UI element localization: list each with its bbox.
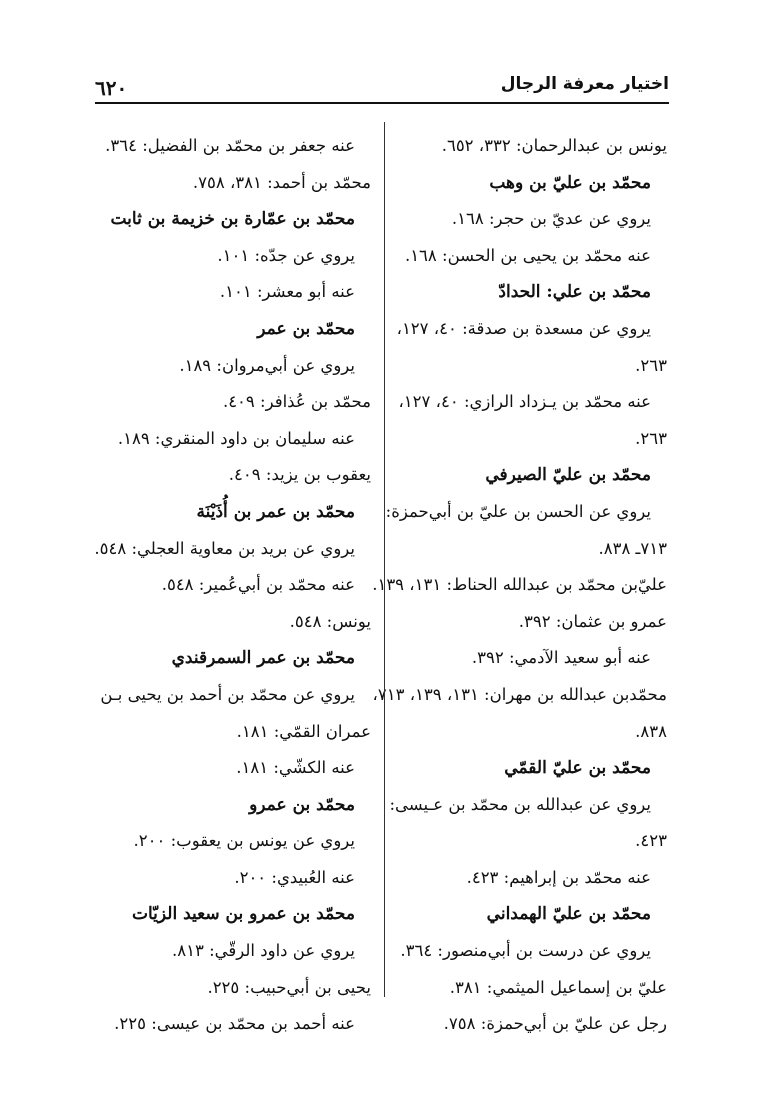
entry-line: عنه محمّد بن يـزداد الرازي: ٤٠، ١٢٧، [398,392,651,412]
entry-line: يروي عن محمّد بن أحمد بن يحيى بـن [100,684,355,704]
entry-heading: محمّد بن عليّ بن وهب [489,172,651,193]
running-title: اختيار معرفة الرجال [500,74,669,94]
entry-line: عنه محمّد بن يحيى بن الحسن: ١٦٨. [404,245,651,265]
entry-line: يروي عن الحسن بن عليّ بن أبي‌حمزة: [385,501,651,521]
entry-line: عنه محمّد بن إبراهيم: ٤٢٣. [466,867,651,887]
entry-line: يروي عن بريد بن معاوية العجلي: ٥٤٨. [94,538,355,558]
header-rule [95,102,669,104]
entry-heading: محمّد بن عليّ الهمداني [486,904,651,925]
entry-line: محمّد بن عُذافر: ٤٠٩. [222,392,371,412]
entry-line: يروي عن جدّه: ١٠١. [217,245,355,265]
entry-line: يروي عن عبدالله بن محمّد بن عـيسى: [389,794,651,814]
entry-line: عليّ‌بن محمّد بن عبدالله الحناط: ١٣١، ١٣٩. [372,575,667,595]
entry-heading: محمّد بن عمّارة بن خزيمة بن ثابت [110,209,355,230]
entry-heading: محمّد بن عليّ الصيرفي [485,465,651,486]
entry-heading: محمّد بن عمرو بن سعيد الزيّات [131,904,355,925]
entry-heading: محمّد بن عمر السمرقندي [171,648,355,669]
entry-line: يروي عن داود الرقّي: ٨١٣. [172,941,355,961]
entry-line: عمرو بن عثمان: ٣٩٢. [518,611,667,631]
entry-heading: محمّد بن علي: الحدادّ [498,282,651,303]
entry-line: ٧١٣ـ ٨٣٨. [598,538,667,558]
entry-line: يونس: ٥٤٨. [289,611,371,631]
left-column [93,128,371,1043]
entry-line: عنه الكشّي: ١٨١. [236,758,355,778]
entry-heading: محمّد بن عمرو [249,794,355,815]
entry-line: ٤٢٣. [635,831,667,851]
entry-line: يروي عن يونس بن يعقوب: ٢٠٠. [133,831,355,851]
entry-line: يونس بن عبدالرحمان: ٣٣٢، ٦٥٢. [441,136,667,155]
entry-line: ٢٦٣. [635,355,667,375]
entry-line: عنه أبو سعيد الآدمي: ٣٩٢. [471,648,651,668]
entry-line: رجل عن عليّ بن أبي‌حمزة: ٧٥٨. [443,1014,667,1034]
entry-line: يروي عن أبي‌مروان: ١٨٩. [179,355,355,375]
entry-line: يحيى بن أبي‌حبيب: ٢٢٥. [207,977,371,997]
entry-heading: محمّد بن عمر بن أُذَيْنَة [196,501,355,522]
entry-line: ٢٦٣. [635,428,667,448]
entry-line: عنه سليمان بن داود المنقري: ١٨٩. [117,428,355,448]
entry-line: عنه أبو معشر: ١٠١. [219,282,355,302]
right-column [372,128,667,1043]
entry-heading: محمّد بن عليّ القمّي [504,758,651,779]
entry-line: عنه محمّد بن أبي‌عُمير: ٥٤٨. [161,575,355,595]
entry-line: عنه جعفر بن محمّد بن الفضيل: ٣٦٤. [105,136,355,155]
entry-line: يروي عن عديّ بن حجر: ١٦٨. [451,209,651,229]
entry-line: عليّ بن إسماعيل الميثمي: ٣٨١. [449,977,667,997]
column-divider [384,122,385,997]
page-header [95,72,669,102]
entry-line: ٨٣٨. [635,721,667,741]
entry-line: عمران القمّي: ١٨١. [236,721,371,741]
entry-line: محمّد بن أحمد: ٣٨١، ٧٥٨. [192,172,371,192]
entry-heading: محمّد بن عمر [257,318,355,339]
entry-line: يروي عن مسعدة بن صدقة: ٤٠، ١٢٧، [396,318,651,338]
entry-line: عنه العُبيدي: ٢٠٠. [234,867,355,887]
entry-line: محمّدبن عبدالله بن مهران: ١٣١، ١٣٩، ٧١٣، [372,684,667,704]
page-number: ٦٢٠ [95,76,128,100]
entry-line: يروي عن درست بن أبي‌منصور: ٣٦٤. [400,941,651,961]
entry-line: يعقوب بن يزيد: ٤٠٩. [228,465,371,485]
entry-line: عنه أحمد بن محمّد بن عيسى: ٢٢٥. [114,1014,355,1034]
